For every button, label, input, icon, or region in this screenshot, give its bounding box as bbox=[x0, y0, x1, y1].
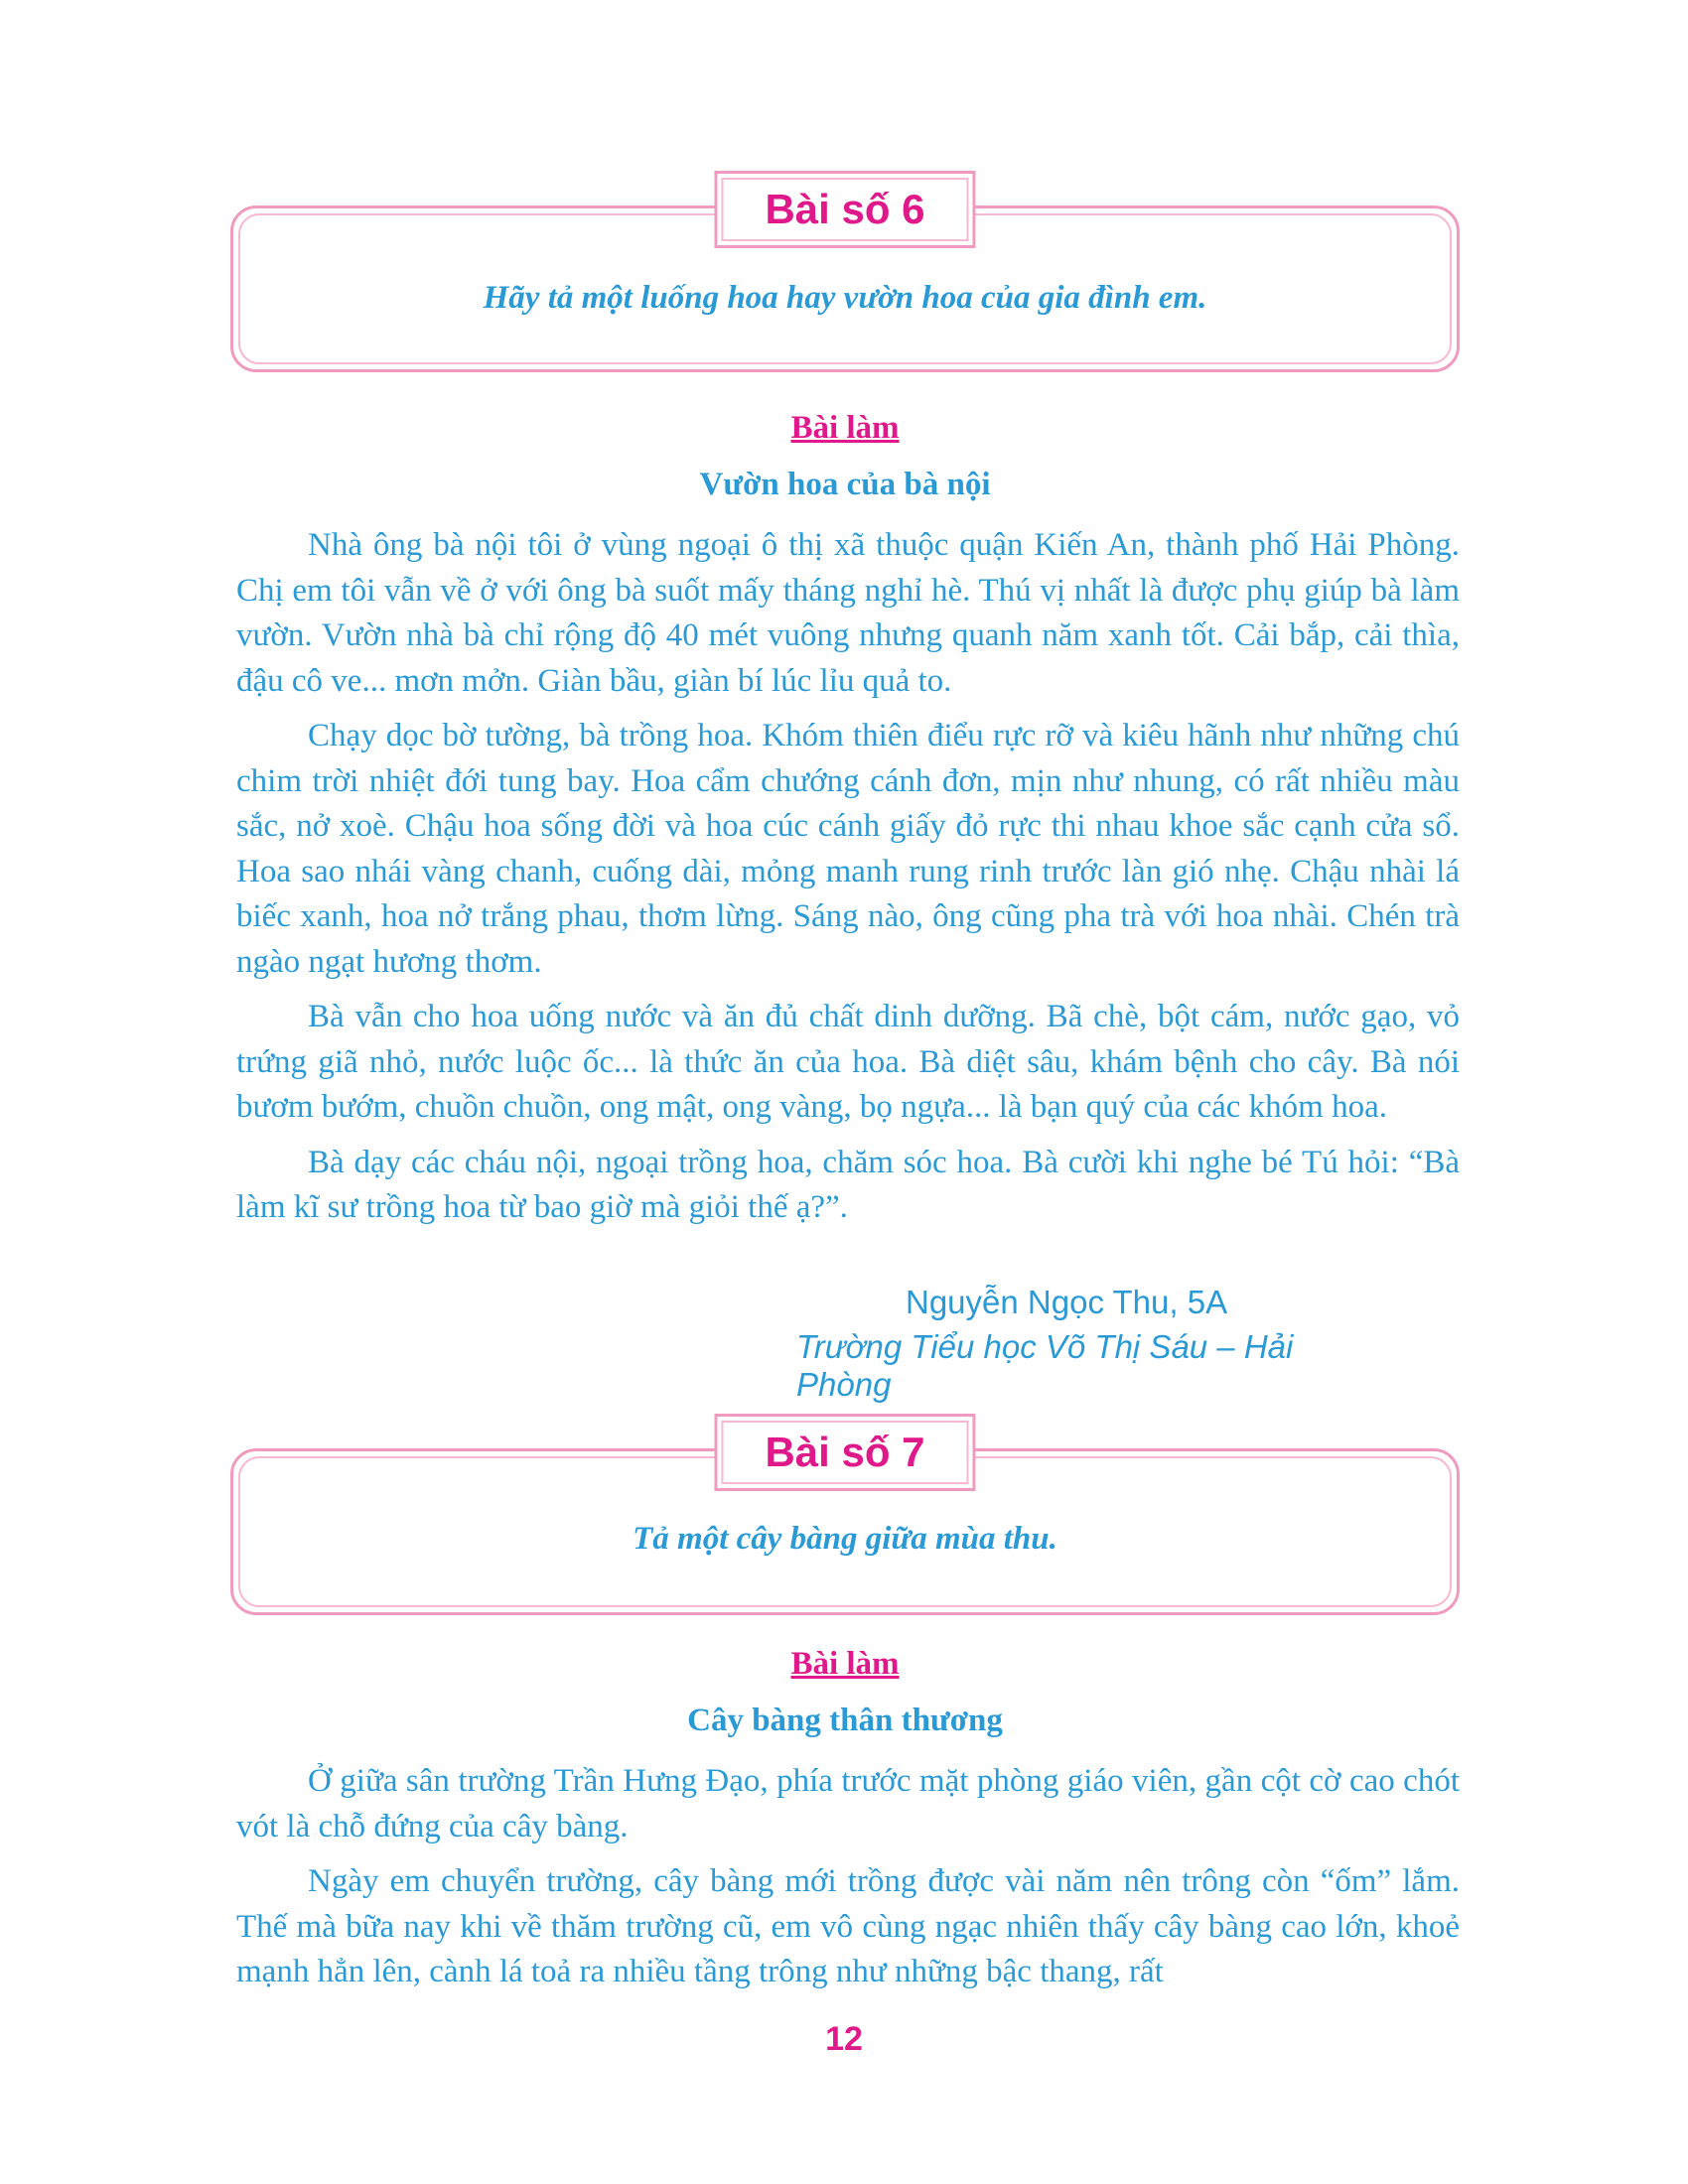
task-7-essay-body bbox=[236, 1759, 1460, 2005]
task-6-essay-body bbox=[236, 523, 1460, 1241]
task-6-prompt: Hãy tả một luống hoa hay vườn hoa của gia đình em. bbox=[483, 280, 1207, 316]
task-7-paragraph-1: Ở giữa sân trường Trần Hưng Đạo, phía trước mặt phòng giáo viên, gần cột cờ cao chót vót là chỗ đứng của cây bàng. bbox=[236, 1763, 1460, 1844]
task-6-paragraph-3: Bà vẫn cho hoa uống nước và ăn đủ chất dinh dưỡng. Bã chè, bột cám, nước gạo, vỏ trứng giã nhỏ, nước luộc ốc... là thức ăn của hoa. Bà diệt sâu, khám bệnh cho cây. Bà nói bươm bướm, chuồn chuồn, ong mật, ong vàng, bọ ngựa... là bạn quý của các khóm hoa. bbox=[236, 999, 1460, 1125]
task-7-label-box bbox=[714, 1414, 975, 1491]
task-6-label-box bbox=[714, 171, 975, 248]
task-6-paragraph-1: Nhà ông bà nội tôi ở vùng ngoại ô thị xã thuộc quận Kiến An, thành phố Hải Phòng. Chị em tôi vẫn về ở với ông bà suốt mấy tháng nghỉ hè. Thú vị nhất là được phụ giúp bà làm vườn. Vườn nhà bà chỉ rộng độ 40 mét vuông nhưng quanh năm xanh tốt. Cải bắp, cải thìa, đậu cô ve... mơn mởn. Giàn bầu, giàn bí lúc lỉu quả to. bbox=[236, 527, 1460, 699]
task-6-paragraph-4: Bà dạy các cháu nội, ngoại trồng hoa, chăm sóc hoa. Bà cười khi nghe bé Tú hỏi: “Bà làm kĩ sư trồng hoa từ bao giờ mà giỏi thế ạ?”. bbox=[236, 1144, 1460, 1225]
task-7-answer-label: Bài làm bbox=[790, 1646, 900, 1682]
page-number: 12 bbox=[825, 2020, 863, 2058]
task-6-school: Trường Tiểu học Võ Thị Sáu – Hải Phòng bbox=[796, 1328, 1294, 1403]
task-6-answer-label: Bài làm bbox=[790, 410, 900, 446]
task-7-label: Bài số 7 bbox=[721, 1421, 968, 1484]
task-6-author: Nguyễn Ngọc Thu, 5A bbox=[906, 1284, 1228, 1320]
task-7-essay-title: Cây bàng thân thương bbox=[687, 1703, 1003, 1738]
task-6-box bbox=[230, 186, 1460, 372]
task-7-paragraph-2: Ngày em chuyển trường, cây bàng mới trồng được vài năm nên trông còn “ốm” lắm. Thế mà bữa nay khi về thăm trường cũ, em vô cùng ngạc nhiên thấy cây bàng cao lớn, khoẻ mạnh hẳn lên, cành lá toả ra nhiều tầng trông như những bậc thang, rất bbox=[236, 1863, 1460, 1989]
task-6-essay-title: Vườn hoa của bà nội bbox=[699, 467, 991, 502]
task-7-box bbox=[230, 1429, 1460, 1615]
task-6-label: Bài số 6 bbox=[721, 178, 968, 241]
task-7-prompt: Tả một cây bàng giữa mùa thu. bbox=[633, 1521, 1057, 1557]
task-6-paragraph-2: Chạy dọc bờ tường, bà trồng hoa. Khóm thiên điểu rực rỡ và kiêu hãnh như những chú chim trời nhiệt đới tung bay. Hoa cẩm chướng cánh đơn, mịn như nhung, có rất nhiều màu sắc, nở xoè. Chậu hoa sống đời và hoa cúc cánh giấy đỏ rực thi nhau khoe sắc cạnh cửa sổ. Hoa sao nhái vàng chanh, cuống dài, mỏng manh rung rinh trước làn gió nhẹ. Chậu nhài lá biếc xanh, hoa nở trắng phau, thơm lừng. Sáng nào, ông cũng pha trà với hoa nhài. Chén trà ngào ngạt hương thơm. bbox=[236, 718, 1460, 980]
